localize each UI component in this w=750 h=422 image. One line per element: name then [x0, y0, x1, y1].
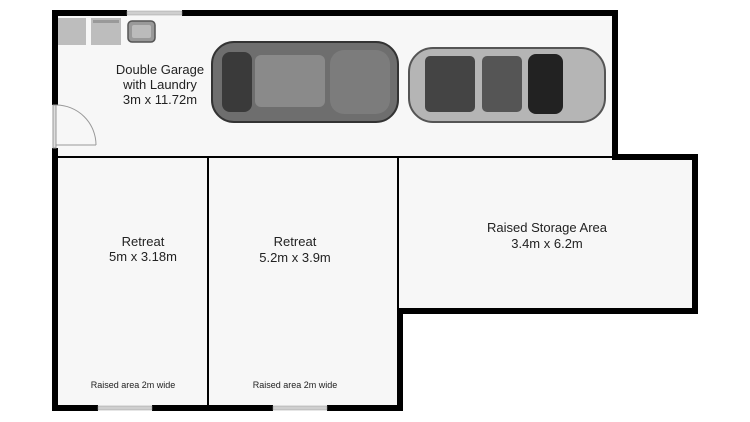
- retreat2-note: Raised area 2m wide: [252, 380, 338, 390]
- car-2: [409, 48, 605, 122]
- garage-name-line1: Double Garage: [115, 62, 205, 77]
- washer: [58, 18, 86, 45]
- retreat2-size: 5.2m x 3.9m: [259, 250, 331, 265]
- laundry-fixtures: [58, 18, 155, 45]
- retreat1-name: Retreat: [121, 234, 165, 249]
- window-top: [127, 11, 182, 15]
- storage-name: Raised Storage Area: [487, 220, 607, 235]
- retreat2-name: Retreat: [273, 234, 317, 249]
- garage-name-line2: with Laundry: [123, 77, 197, 92]
- retreat1-size: 5m x 3.18m: [109, 249, 177, 264]
- window-bottom-right: [273, 406, 327, 410]
- car-1: [212, 42, 398, 122]
- window-bottom-left: [98, 406, 152, 410]
- retreat1-note: Raised area 2m wide: [90, 380, 176, 390]
- garage-size: 3m x 11.72m: [122, 92, 198, 107]
- storage-size: 3.4m x 6.2m: [511, 236, 583, 251]
